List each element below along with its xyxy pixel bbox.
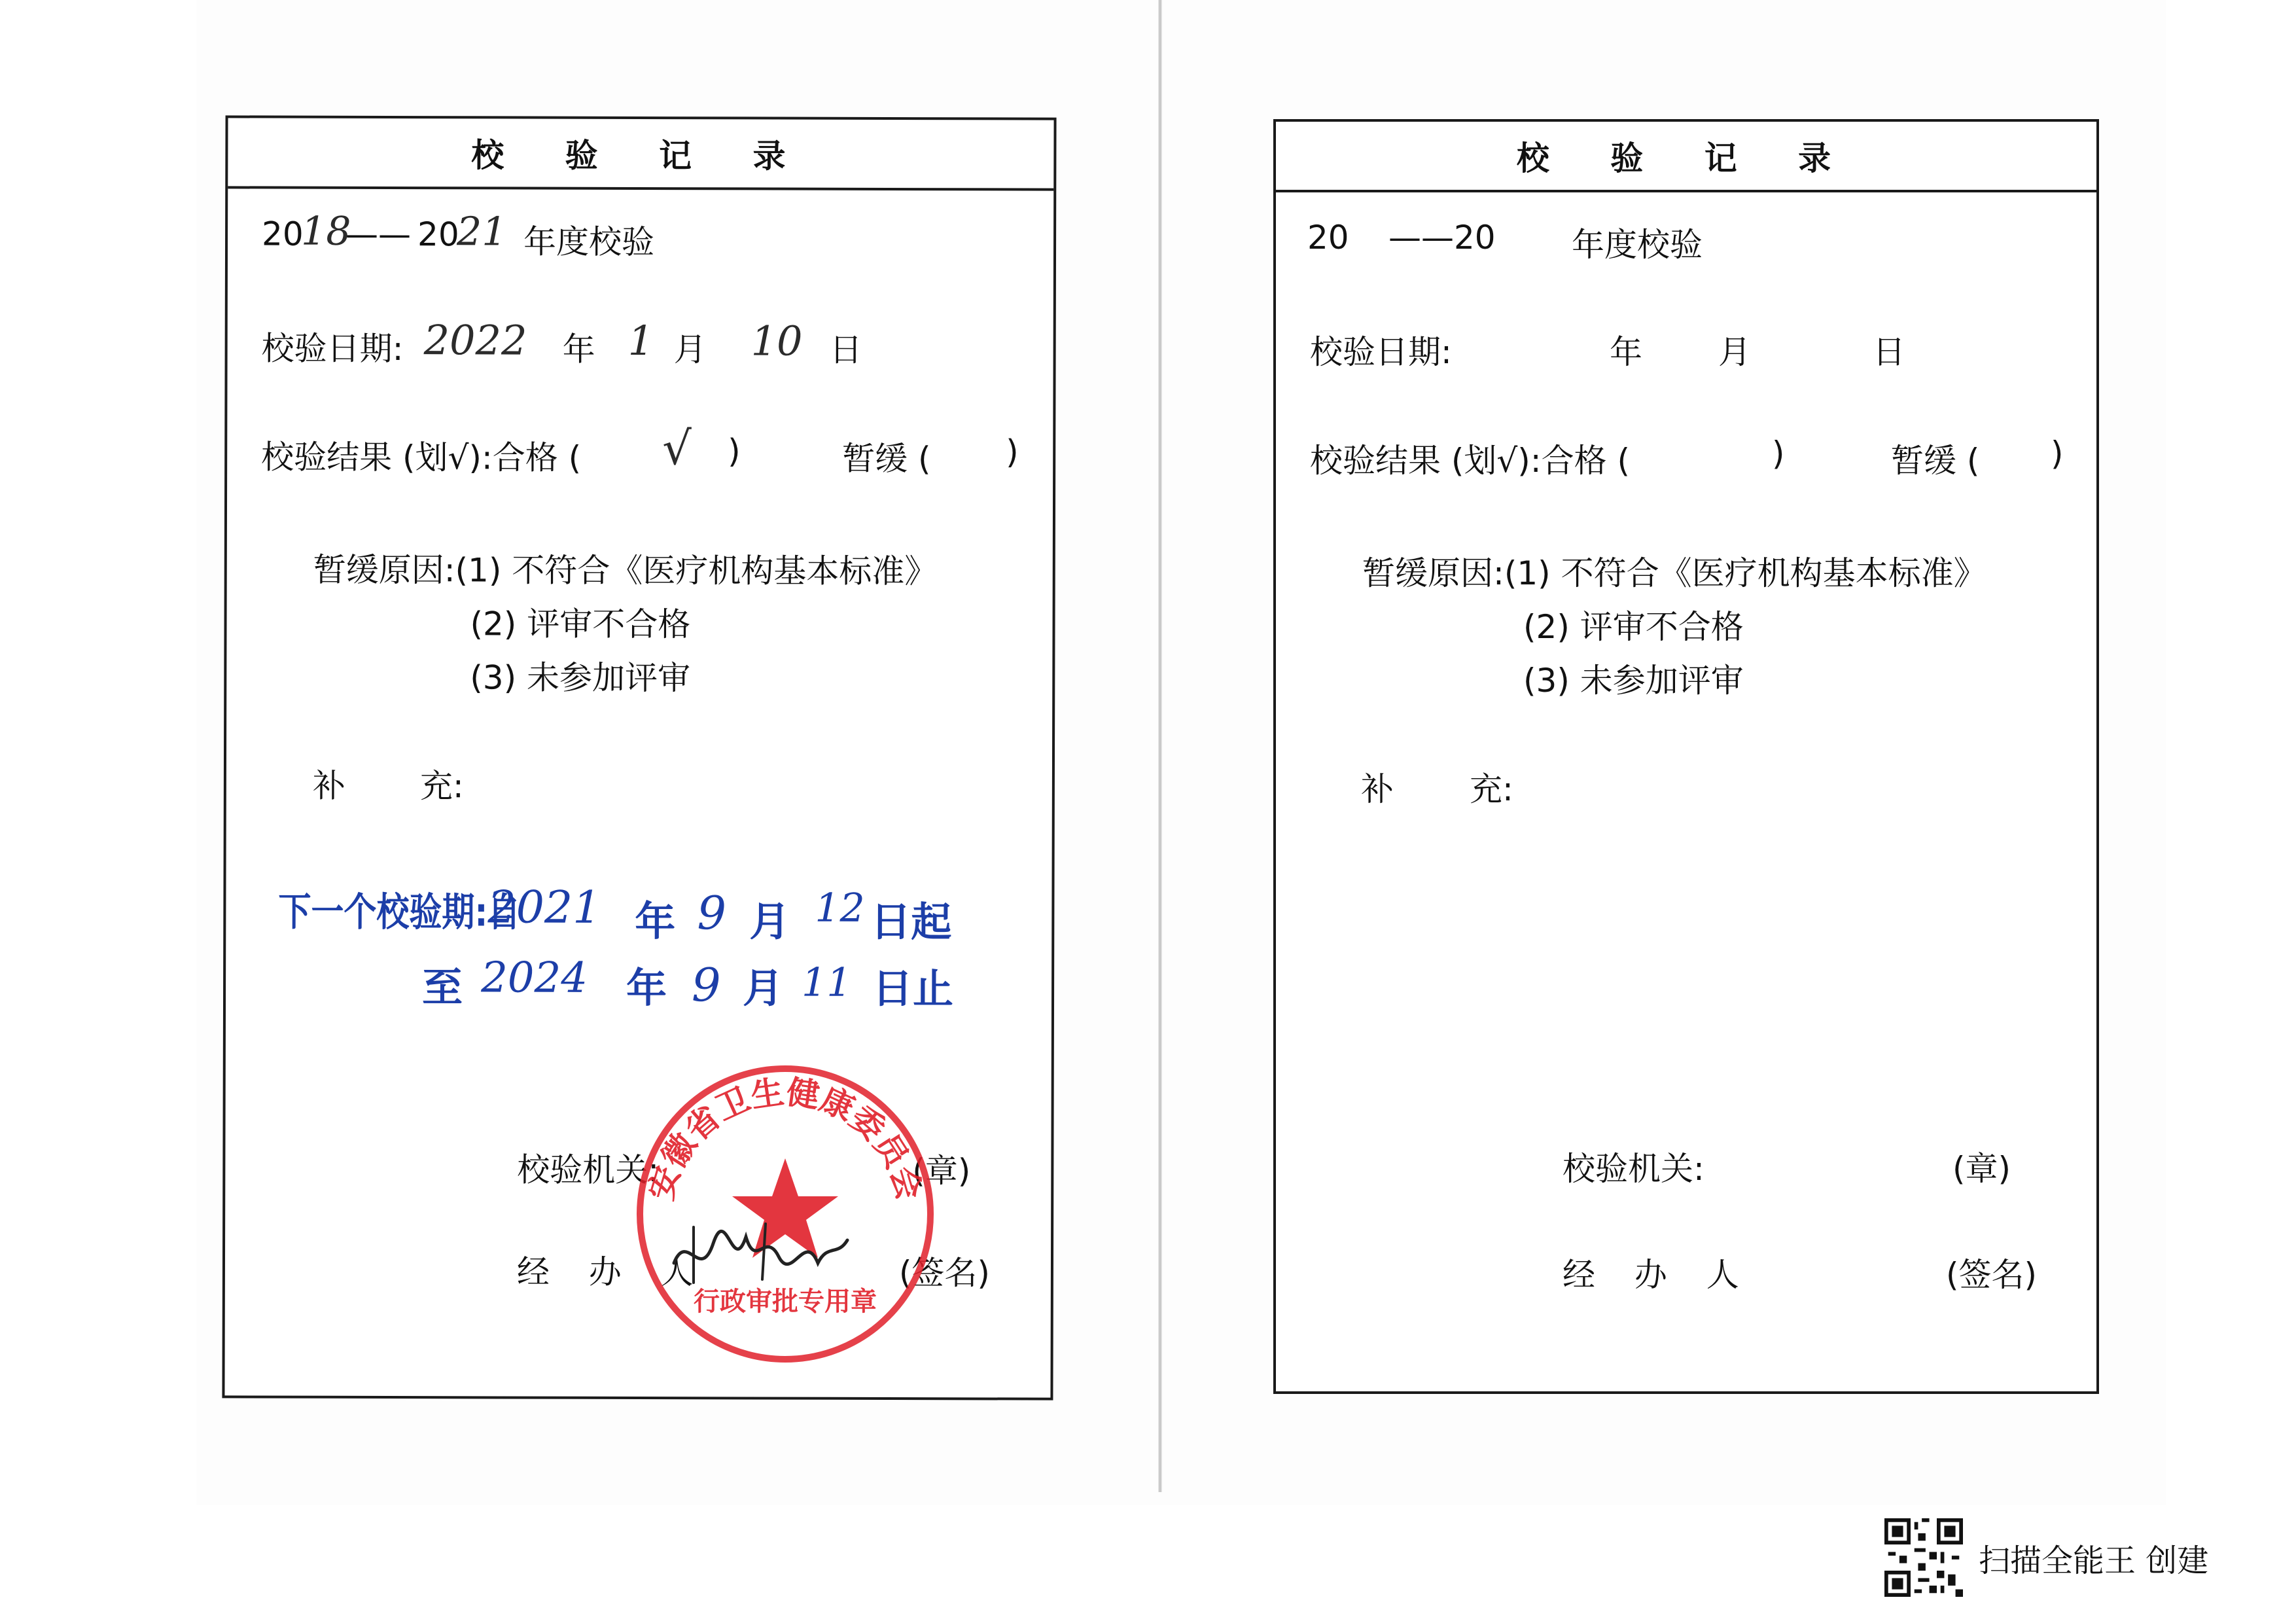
next-from-year-unit: 年 <box>635 897 676 946</box>
right-year-dash: —— <box>1388 219 1454 257</box>
left-authority-label: 校验机关: <box>517 1150 660 1190</box>
left-period-label: 年度校验 <box>523 223 655 262</box>
next-to-label: 至 <box>421 963 463 1012</box>
right-period-label: 年度校验 <box>1572 226 1703 264</box>
left-date-hand-month: 1 <box>627 316 654 365</box>
right-reason-1: 暂缓原因:(1) 不符合《医疗机构基本标准》 <box>1362 554 1987 592</box>
left-result-check: √ <box>662 421 692 476</box>
left-year-prefix-2: 20 <box>417 215 459 254</box>
right-date-year-unit: 年 <box>1610 333 1642 371</box>
next-to-year: 2024 <box>481 954 588 1003</box>
left-supplement-1: 补 <box>312 766 345 805</box>
right-date-label: 校验日期: <box>1310 333 1452 371</box>
left-year-hand-2: 21 <box>457 209 507 255</box>
next-from-year: 2021 <box>487 882 601 934</box>
right-record-card <box>1273 119 2099 1394</box>
next-from-month-unit: 月 <box>749 897 790 946</box>
right-reason-2: (2) 评审不合格 <box>1523 608 1744 646</box>
left-year-dash: —— <box>345 215 412 254</box>
left-card-title: 校 验 记 录 <box>228 118 1053 190</box>
next-from-end: 日起 <box>870 897 952 946</box>
right-year-prefix-1: 20 <box>1307 219 1349 257</box>
left-sign-label: (签名) <box>898 1254 991 1293</box>
next-from-month: 9 <box>697 886 727 940</box>
right-sign-label: (签名) <box>1946 1256 2038 1294</box>
right-supplement-1: 补 <box>1361 770 1394 808</box>
left-date-hand-year: 2022 <box>423 316 527 365</box>
handler-signature <box>667 1217 851 1289</box>
right-result-label: 校验结果 (划√):合格 ( <box>1310 442 1631 480</box>
left-date-month-unit: 月 <box>673 330 707 369</box>
page-fold <box>1158 0 1162 1492</box>
right-date-month-unit: 月 <box>1718 333 1751 371</box>
right-handler-label: 经 办 人 <box>1563 1256 1754 1294</box>
left-result-close: ) <box>728 432 741 471</box>
qr-code-icon <box>1884 1518 1963 1597</box>
right-date-day-unit: 日 <box>1873 333 1905 371</box>
next-to-end: 日止 <box>872 964 954 1013</box>
left-reason-2: (2) 评审不合格 <box>470 605 691 644</box>
left-date-label: 校验日期: <box>261 329 404 368</box>
next-period-label: 下一个校验期:自 <box>278 889 521 936</box>
left-year-prefix-1: 20 <box>262 215 304 253</box>
next-from-day: 12 <box>815 885 865 931</box>
right-reason-3: (3) 未参加评审 <box>1523 662 1744 700</box>
left-deferred-label: 暂缓 ( <box>842 439 931 478</box>
left-date-hand-day: 10 <box>751 317 803 365</box>
right-deferred-close: ) <box>2051 435 2064 473</box>
next-to-month-unit: 月 <box>742 964 784 1012</box>
left-seal-label: (章) <box>912 1152 971 1190</box>
next-to-day: 11 <box>802 959 852 1006</box>
scanner-brand-text: 扫描全能王 创建 <box>1979 1542 2209 1579</box>
left-handler-label: 经 办 人 <box>516 1253 708 1292</box>
left-year-hand-1: 18 <box>301 208 351 255</box>
left-reason-3: (3) 未参加评审 <box>470 658 691 698</box>
left-result-label: 校验结果 (划√):合格 ( <box>261 438 582 477</box>
left-record-card <box>222 115 1056 1400</box>
next-to-month: 9 <box>691 958 721 1012</box>
left-reason-1: 暂缓原因:(1) 不符合《医疗机构基本标准》 <box>313 550 938 591</box>
right-deferred-label: 暂缓 ( <box>1891 442 1980 480</box>
right-seal-label: (章) <box>1952 1150 2011 1188</box>
right-supplement-2: 充: <box>1470 770 1513 808</box>
right-result-close: ) <box>1772 435 1785 473</box>
right-card-title: 校 验 记 录 <box>1276 122 2096 192</box>
next-to-year-unit: 年 <box>626 963 667 1012</box>
right-year-prefix-2: 20 <box>1454 219 1496 257</box>
right-authority-label: 校验机关: <box>1563 1150 1704 1188</box>
left-date-year-unit: 年 <box>562 330 595 368</box>
stamp-org-text: 安徽省卫生健康委员会 <box>641 1073 929 1205</box>
left-date-day-unit: 日 <box>829 330 862 369</box>
left-deferred-close: ) <box>1006 433 1019 471</box>
stamp-sub-text: 行政审批专用章 <box>694 1287 877 1317</box>
scanner-footer <box>1884 1512 2208 1603</box>
left-supplement-2: 充: <box>419 767 464 806</box>
